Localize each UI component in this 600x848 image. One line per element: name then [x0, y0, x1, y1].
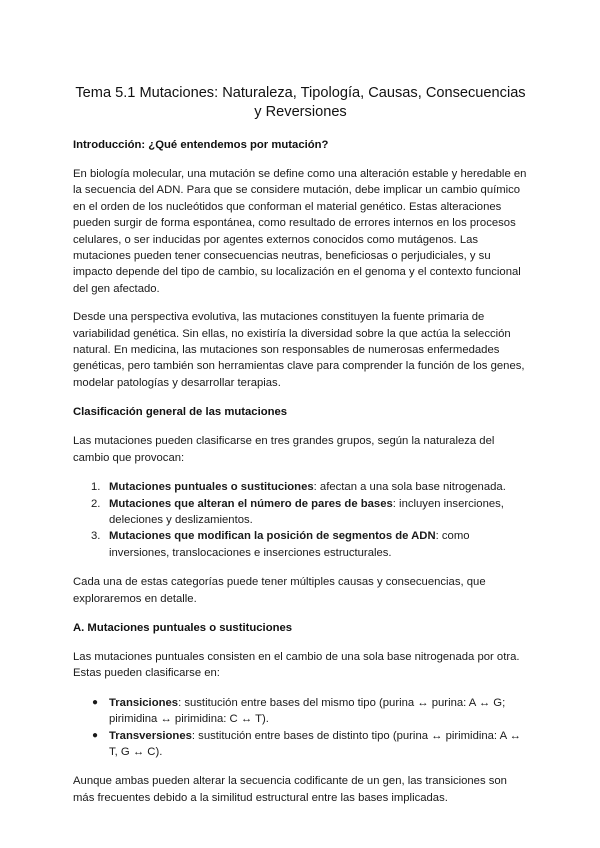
- list-item-text: : como inversiones, translocaciones e inserciones estructurales.: [109, 530, 470, 559]
- intro-paragraph-1: En biología molecular, una mutación se define como una alteración estable y heredable en la secuencia del ADN. Para que se considere mutación, debe implicar un cambio químico en el orden de los nucleótidos que conforman el material genético. Estas alteraciones pueden surgir de forma espontánea, como resultado de errores internos en los procesos celulares, o ser inducidas por agentes externos conocidos como mutágenos. Las mutaciones pueden tener consecuencias neutras, beneficiosas o perjudiciales, y su impacto depende del tipo de cambio, su localización en el genoma y el contexto funcional del gen afectado.: [73, 168, 527, 295]
- substitution-types-list: [73, 695, 528, 761]
- list-item-term: Mutaciones puntuales o sustituciones: [109, 481, 314, 494]
- list-item-term: Transversiones: [109, 729, 192, 742]
- list-item: [73, 695, 528, 728]
- list-item-term: Mutaciones que alteran el número de pares de bases: [109, 497, 393, 510]
- list-item-term: Transiciones: [109, 696, 179, 709]
- section-a-paragraph-2: Aunque ambas pueden alterar la secuencia codificante de un gen, las transiciones son más frecuentes debido a la similitud estructural entre las bases implicadas.: [73, 775, 507, 804]
- section-a-heading: A. Mutaciones puntuales o sustituciones: [73, 621, 293, 634]
- list-item: [73, 728, 528, 761]
- list-item: [73, 479, 528, 495]
- classification-heading: Clasificación general de las mutaciones: [73, 406, 288, 419]
- list-number: 1.: [91, 481, 101, 494]
- list-number: 2.: [91, 497, 101, 510]
- list-item-text: : sustitución entre bases de distinto tipo (purina ↔ pirimidina: A ↔ T, G ↔ C).: [109, 729, 521, 758]
- intro-heading: Introducción: ¿Qué entendemos por mutación?: [73, 139, 329, 151]
- intro-paragraph-2: Desde una perspectiva evolutiva, las mutaciones constituyen la fuente primaria de variabilidad genética. Sin ellas, no existiría la diversidad sobre la que actúa la selección natural. En medicina, las mutaciones son responsables de numerosas enfermedades genéticas, pero también son herramientas clave para comprender la función de los genes, modelar patologías y desarrollar terapias.: [73, 311, 525, 389]
- classification-paragraph-2: Cada una de estas categorías puede tener múltiples causas y consecuencias, que exploraremos en detalle.: [73, 576, 486, 605]
- document-title: Tema 5.1 Mutaciones: Naturaleza, Tipología, Causas, Consecuencias y Reversiones: [75, 85, 526, 120]
- list-item: [73, 528, 528, 561]
- bullet-icon: ●: [92, 729, 99, 741]
- list-item-text: : incluyen inserciones, deleciones y deslizamientos.: [109, 497, 504, 526]
- list-item: [73, 496, 528, 529]
- classification-paragraph: Las mutaciones pueden clasificarse en tres grandes grupos, según la naturaleza del cambio que provocan:: [73, 435, 495, 464]
- list-item-term: Mutaciones que modifican la posición de segmentos de ADN: [109, 530, 436, 543]
- list-item-text: : afectan a una sola base nitrogenada.: [313, 481, 506, 494]
- section-a-paragraph: Las mutaciones puntuales consisten en el cambio de una sola base nitrogenada por otra. Estas pueden clasificarse en:: [73, 650, 520, 680]
- classification-list: [73, 479, 528, 561]
- list-item-text: : sustitución entre bases del mismo tipo (purina ↔ purina: A ↔ G; pirimidina ↔ pirimidina: C ↔ T).: [109, 696, 506, 726]
- bullet-icon: ●: [92, 696, 99, 708]
- list-number: 3.: [91, 530, 101, 543]
